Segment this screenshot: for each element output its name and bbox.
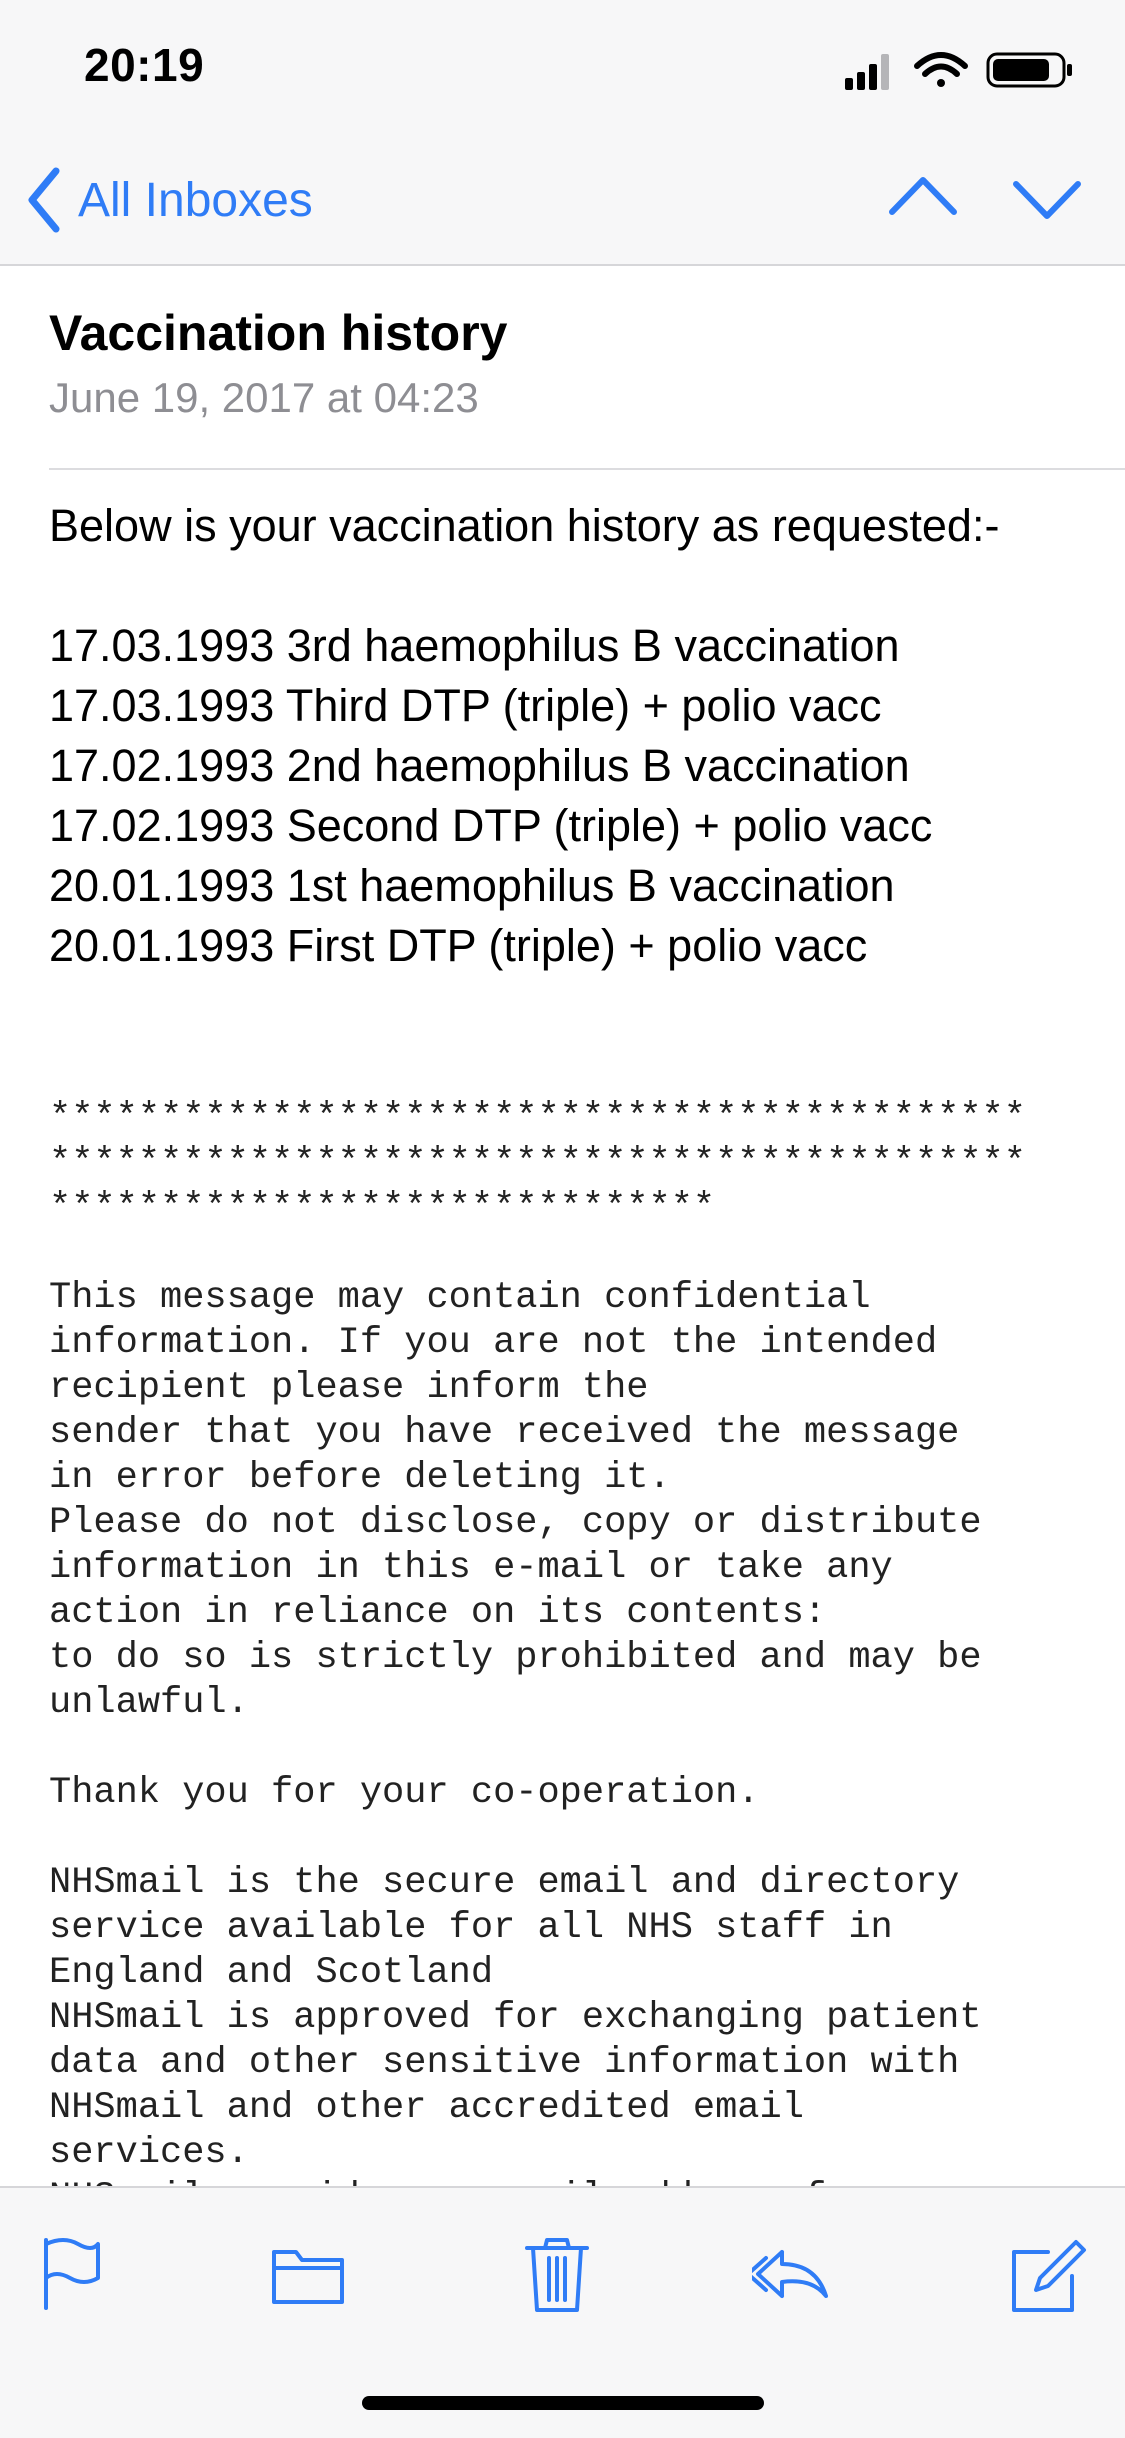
chevron-left-icon: [24, 167, 64, 233]
home-indicator[interactable]: [362, 2396, 764, 2410]
bottom-toolbar: [0, 2186, 1125, 2438]
vaccination-entry: 20.01.1993 First DTP (triple) + polio vacc: [49, 920, 868, 971]
cellular-signal-icon: [845, 54, 889, 90]
folder-icon[interactable]: [268, 2234, 348, 2314]
trash-icon[interactable]: [517, 2234, 597, 2314]
status-time: 20:19: [84, 39, 205, 91]
vaccination-entry: 17.02.1993 Second DTP (triple) + polio vacc: [49, 800, 933, 851]
message-intro: Below is your vaccination history as requested:-: [49, 500, 1000, 551]
confidentiality-disclaimer: This message may contain confidential information. If you are not the intended recipient please inform the sender that you have received the message in error before deleting it. Please do not disclose, copy or distribute information in this e-mail or take any action in reliance on its contents: to do so is strictly prohibited and may be unlawful.: [49, 1277, 982, 1724]
back-to-all-inboxes-button[interactable]: [24, 162, 313, 238]
compose-icon[interactable]: [1008, 2234, 1088, 2314]
wifi-icon: [917, 55, 965, 87]
vaccination-list: [49, 616, 1089, 976]
message-header: [49, 298, 1125, 470]
chevron-down-icon[interactable]: [1012, 168, 1082, 228]
message-date: June 19, 2017 at 04:23: [49, 374, 479, 421]
vaccination-entry: 17.03.1993 3rd haemophilus B vaccination: [49, 620, 900, 671]
chevron-up-icon[interactable]: [888, 168, 958, 228]
message-body: [49, 496, 1089, 2221]
vaccination-entry: 20.01.1993 1st haemophilus B vaccination: [49, 860, 895, 911]
nhsmail-notice: NHSmail is the secure email and directory service available for all NHS staff in England and Scotland NHSmail is approved for exchanging patient data and other sensitive information with NHSmail and other accredited email services.: [49, 1862, 982, 2174]
status-icons: [845, 48, 1085, 92]
vaccination-entry: 17.03.1993 Third DTP (triple) + polio vacc: [49, 680, 882, 731]
thanks-line: Thank you for your co-operation.: [49, 1772, 760, 1814]
reply-icon[interactable]: [752, 2234, 832, 2314]
flag-icon[interactable]: [32, 2234, 112, 2314]
battery-icon: [988, 54, 1072, 86]
separator-stars: ******************************************** ******************************************** ******************************: [49, 1097, 1026, 1229]
back-label: All Inboxes: [78, 173, 313, 227]
message-subject: Vaccination history: [49, 305, 508, 361]
top-chrome: [0, 0, 1125, 266]
vaccination-entry: 17.02.1993 2nd haemophilus B vaccination: [49, 740, 910, 791]
